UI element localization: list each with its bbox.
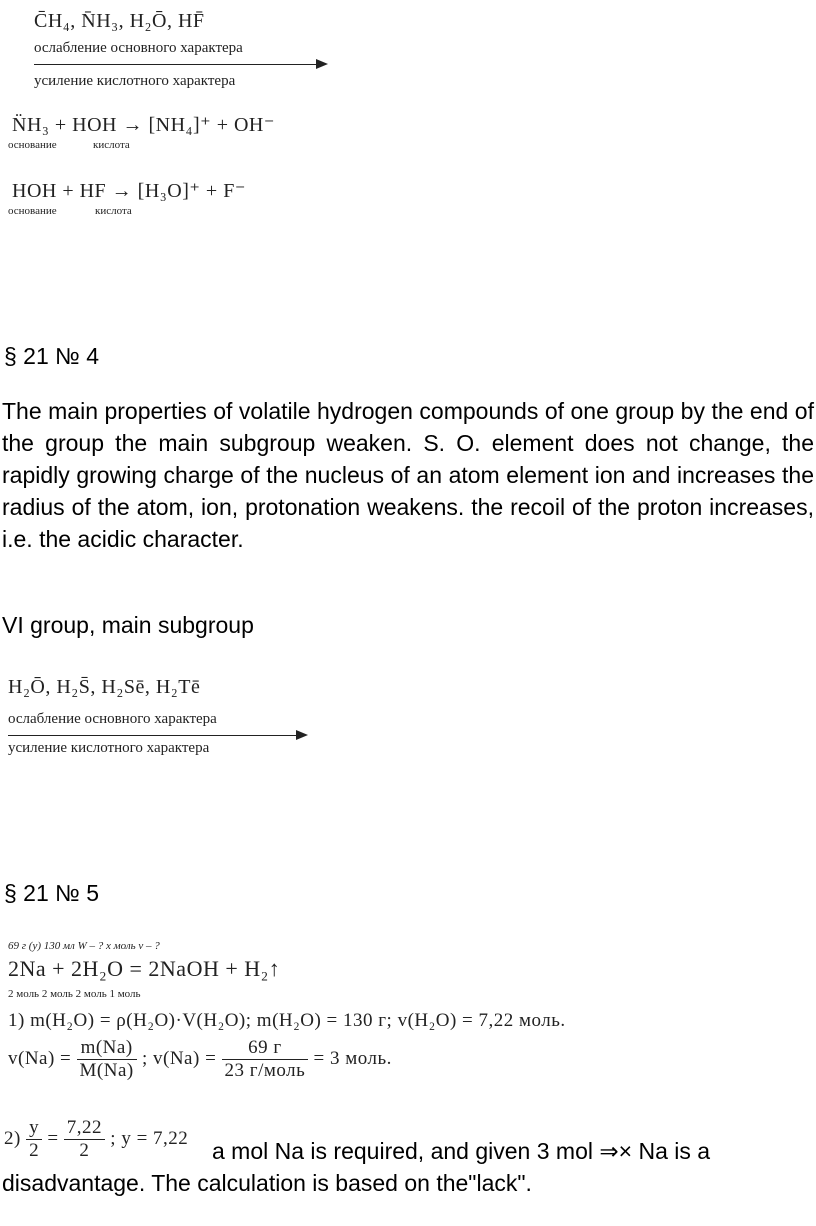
- trend-arrow-line: [34, 64, 318, 65]
- weakening-basic-caption: ослабление основного характера: [34, 40, 243, 56]
- step-2-proportion: [4, 1117, 188, 1162]
- trend-arrow-head-icon: [296, 730, 308, 740]
- reaction-equation: 2Na + 2H₂O = 2NaOH + H₂↑: [8, 956, 281, 981]
- fraction-denominator: M(Na): [79, 1060, 134, 1081]
- y-result: ; y = 7,22: [110, 1127, 189, 1149]
- m-over-M-fraction: [77, 1037, 137, 1082]
- fraction-numerator: 69 г: [222, 1037, 309, 1060]
- step-1-water-moles: 1) m(H₂O) = ρ(H₂O)·V(H₂O); m(H₂O) = 130 г; v(H₂O) = 7,22 моль.: [8, 1010, 566, 1031]
- v-na-label-2: ; v(Na) =: [141, 1047, 222, 1069]
- base-label: основание: [8, 139, 57, 151]
- fraction-denominator: 23 г/моль: [224, 1060, 306, 1081]
- y-over-2-fraction: [26, 1117, 42, 1162]
- fraction-numerator: 7,22: [64, 1117, 105, 1140]
- group-vi-subheading: VI group, main subgroup: [2, 612, 254, 638]
- fraction-numerator: m(Na): [77, 1037, 137, 1060]
- water-hf-equation: HOH + HF → [H₃O]⁺ + F⁻: [12, 180, 246, 202]
- section-heading-21-4: § 21 № 4: [4, 343, 100, 369]
- section-4-paragraph: The main properties of volatile hydrogen compounds of one group by the end of the group the main subgroup weaken. S. O. element does not change, the rapidly growing charge of the nucleus of an atom element ion and increases the radius of the atom, ion, protonation weakens. the recoil of the proton increases, i.e. the acidic character.: [2, 398, 814, 552]
- fraction-numerator: y: [26, 1117, 42, 1140]
- conclusion-line-2: disadvantage. The calculation is based on the"lack".: [2, 1170, 532, 1196]
- trend-arrow-line: [8, 735, 298, 736]
- strengthening-acidic-caption: усиление кислотного характера: [8, 740, 210, 756]
- strengthening-acidic-caption: усиление кислотного характера: [34, 73, 236, 89]
- fraction-denominator: 2: [29, 1140, 40, 1161]
- weakening-basic-caption: ослабление основного характера: [8, 711, 217, 727]
- base-label: основание: [8, 205, 57, 217]
- ammonia-water-equation: N̈H₃ + HOH → [NH₄]⁺ + OH⁻: [12, 114, 275, 136]
- trend-arrow-head-icon: [316, 59, 328, 69]
- fraction-denominator: 2: [79, 1140, 90, 1161]
- mole-ratios: 2 моль 2 моль 2 моль 1 моль: [8, 988, 141, 1000]
- acid-label: кислота: [95, 205, 132, 217]
- step-1-sodium-moles: [8, 1037, 392, 1082]
- mass-over-molar-fraction: [222, 1037, 309, 1082]
- conclusion-line-1: a mol Na is required, and given 3 mol ⇒× Na is a: [212, 1138, 711, 1164]
- equals-sign: =: [47, 1127, 64, 1149]
- group-vi-formula-row: H₂Ō, H₂S̄, H₂Sē, H₂Tē: [8, 676, 201, 698]
- step-2-number: 2): [4, 1127, 21, 1149]
- section-heading-21-5: § 21 № 5: [4, 880, 100, 906]
- sodium-moles-result: = 3 моль.: [313, 1047, 392, 1069]
- acid-label: кислота: [93, 139, 130, 151]
- 722-over-2-fraction: [64, 1117, 105, 1162]
- given-quantities: 69 г (y) 130 мл W – ? x моль v – ?: [8, 940, 160, 952]
- hydrides-formula-row: C̄H₄, N̄H₃, H₂Ō, HF̄: [34, 10, 205, 32]
- v-na-label: v(Na) =: [8, 1047, 77, 1069]
